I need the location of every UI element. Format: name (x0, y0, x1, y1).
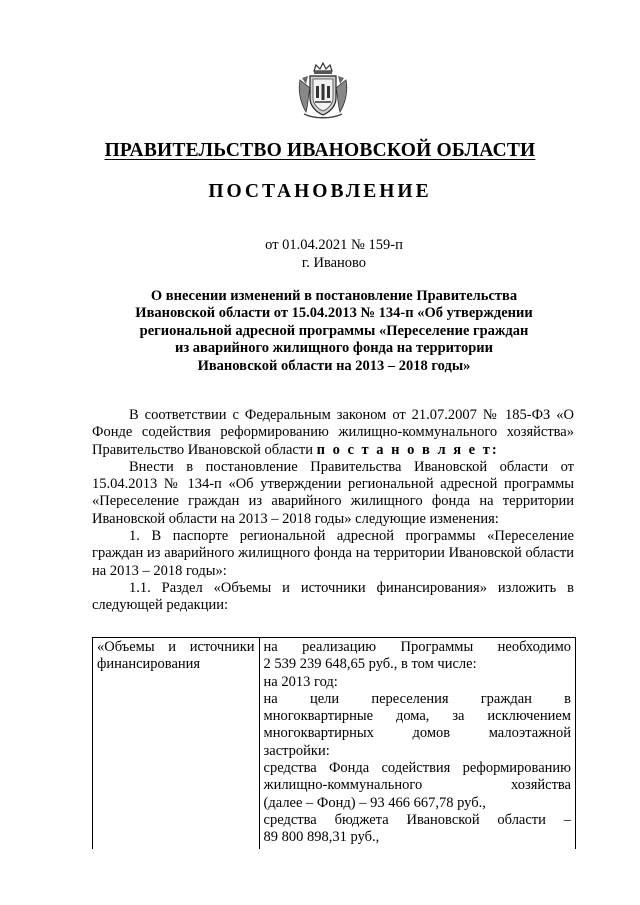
paragraph-item-1: 1. В паспорте региональной адресной программы «Переселение граждан из аварийного жилищного фонда на территории Ивановской области на 2013 – 2018 годы»: (92, 528, 574, 579)
cell-line: 89 800 898,31 руб., (263, 829, 380, 846)
cell-line: на 2013 год: (263, 673, 338, 690)
cell-line: на реализацию Программы необходимо (263, 639, 571, 655)
table-row (93, 638, 576, 849)
resolves-phrase: п о с т а н о в л я е т: (316, 441, 499, 458)
cell-line: 2 539 239 648,65 руб., в том числе: (263, 656, 477, 673)
subject-line: региональной адресной программы «Переселение граждан (139, 322, 529, 339)
cell-line: финансирования (97, 656, 201, 673)
cell-line: средства бюджета Ивановской области – (263, 811, 571, 828)
document-meta (0, 236, 640, 272)
cell-line: многоквартирные дома, за исключением (263, 708, 571, 725)
cell-line: застройки: (263, 742, 330, 759)
financing-table (92, 637, 576, 849)
document-body (92, 407, 574, 615)
coat-of-arms-icon (296, 62, 350, 120)
table-cell-value (259, 638, 575, 849)
city: г. Иваново (301, 255, 367, 271)
paragraph-item-1-1: 1.1. Раздел «Объемы и источники финансирования» изложить в следующей редакции: (92, 579, 574, 614)
date-number: от 01.04.2021 № 159-п (265, 237, 403, 253)
paragraph-amend: Внести в постановление Правительства Ивановской области от 15.04.2013 № 134-п «Об утверждении региональной адресной программы «Переселение граждан из аварийного жилищного фонда на территории Ивановской области на 2013 – 2018 годы» следующие изменения: (92, 458, 574, 527)
cell-line: «Объемы и источники (97, 639, 255, 655)
cell-line: многоквартирных домов малоэтажной (263, 725, 571, 742)
subject-line: Ивановской области от 15.04.2013 № 134-п «Об утверждении (135, 305, 533, 322)
document-type: ПОСТАНОВЛЕНИЕ (208, 181, 432, 202)
subject-line: О внесении изменений в постановление Правительства (150, 288, 518, 304)
cell-line: жилищно-коммунального хозяйства (263, 777, 571, 794)
table-cell-label (93, 638, 260, 849)
document-subject (0, 288, 640, 375)
subject-line: из аварийного жилищного фонда на территории (175, 340, 493, 357)
cell-line: (далее – Фонд) – 93 466 667,78 руб., (263, 794, 486, 811)
cell-line: средства Фонда содействия реформированию (263, 760, 571, 777)
government-title: ПРАВИТЕЛЬСТВО ИВАНОВСКОЙ ОБЛАСТИ (104, 140, 536, 161)
subject-line: Ивановской области на 2013 – 2018 годы» (197, 357, 471, 374)
cell-line: на цели переселения граждан в (263, 690, 571, 707)
paragraph-preamble: В соответствии с Федеральным законом от 21.07.2007 № 185-ФЗ «О Фонде содействия реформированию жилищно-коммунального хозяйства» Правительство Ивановской области п о с т а н о в л я е т: (92, 407, 574, 458)
